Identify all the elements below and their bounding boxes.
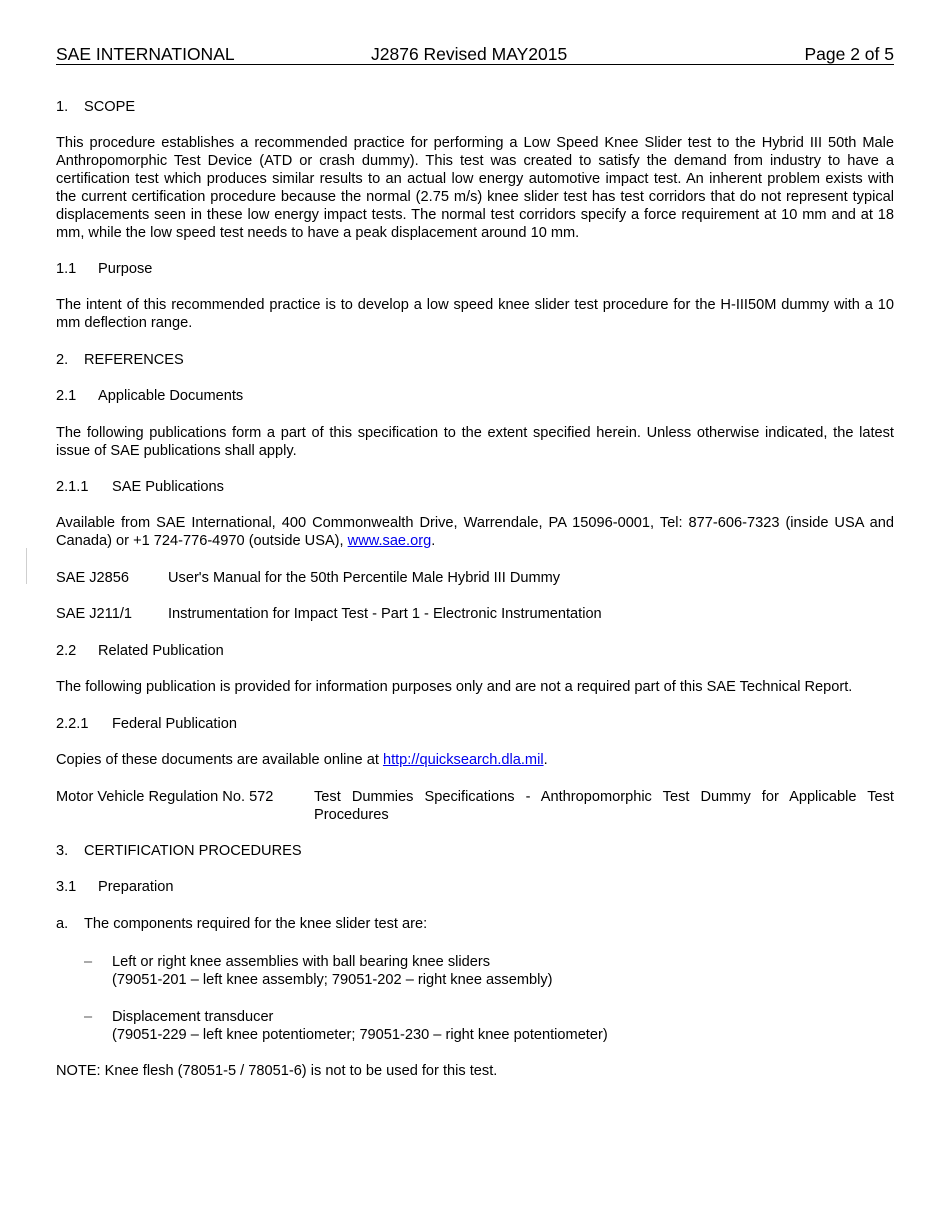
page-header: [56, 44, 894, 65]
dash-bullet-icon: –: [84, 954, 93, 970]
sae-availability-paragraph: Available from SAE International, 400 Commonwealth Drive, Warrendale, PA 15096-0001, Tel: 877-606-7323 (inside USA and Canada) or +1 724-776-4970 (outside USA), www.sae.org.: [56, 515, 894, 549]
header-organization: SAE INTERNATIONAL: [56, 44, 235, 64]
component-bullet: – Displacement transducer (79051-229 – left knee potentiometer; 79051-230 – right knee potentiometer): [84, 1009, 608, 1043]
section-heading-applicable-documents: 2.1 Applicable Documents: [56, 388, 244, 404]
related-publication-paragraph: The following publication is provided for information purposes only and are not a required part of this SAE Technical Report.: [56, 679, 853, 695]
regulation-code: Motor Vehicle Regulation No. 572: [56, 789, 274, 805]
section-heading-sae-publications: 2.1.1 SAE Publications: [56, 479, 224, 495]
reference-code: SAE J211/1: [56, 606, 132, 622]
regulation-title: Test Dummies Specifications - Anthropomorphic Test Dummy for Applicable Test Procedures: [314, 789, 894, 823]
list-item-a: a. The components required for the knee slider test are:: [56, 916, 428, 932]
purpose-paragraph: The intent of this recommended practice is to develop a low speed knee slider test procedure for the H-III50M dummy with a 10 mm deflection range.: [56, 297, 894, 331]
federal-availability-paragraph: Copies of these documents are available online at http://quicksearch.dla.mil.: [56, 752, 548, 768]
header-page-number: Page 2 of 5: [804, 44, 894, 64]
note-paragraph: NOTE: Knee flesh (78051-5 / 78051-6) is not to be used for this test.: [56, 1063, 498, 1079]
applicable-documents-paragraph: The following publications form a part of this specification to the extent specified herein. Unless otherwise indicated, the latest issue of SAE publications shall apply.: [56, 425, 894, 459]
reference-title: User's Manual for the 50th Percentile Male Hybrid III Dummy: [168, 570, 561, 586]
header-document-id: J2876 Revised MAY2015: [371, 44, 568, 64]
section-heading-certification-procedures: 3. CERTIFICATION PROCEDURES: [56, 843, 302, 859]
component-bullet: – Left or right knee assemblies with ball bearing knee sliders (79051-201 – left knee assembly; 79051-202 – right knee assembly): [84, 954, 553, 988]
section-heading-purpose: 1.1 Purpose: [56, 261, 153, 277]
regulation-entry: [56, 788, 894, 824]
section-heading-preparation: 3.1 Preparation: [56, 879, 174, 895]
reference-code: SAE J2856: [56, 570, 130, 586]
sae-website-link[interactable]: www.sae.org: [347, 533, 432, 549]
dash-bullet-icon: –: [84, 1009, 93, 1025]
section-heading-references: 2. REFERENCES: [56, 352, 184, 368]
section-heading-federal-publication: 2.2.1 Federal Publication: [56, 716, 237, 732]
quicksearch-link[interactable]: http://quicksearch.dla.mil: [382, 752, 544, 768]
revision-change-bar: [26, 548, 27, 584]
reference-entry: [56, 605, 894, 623]
reference-entry: [56, 569, 894, 587]
section-heading-related-publication: 2.2 Related Publication: [56, 643, 224, 659]
section-heading-scope: 1. SCOPE: [56, 99, 136, 115]
reference-title: Instrumentation for Impact Test - Part 1 - Electronic Instrumentation: [168, 606, 602, 622]
scope-paragraph: This procedure establishes a recommended practice for performing a Low Speed Knee Slider test to the Hybrid III 50th Male Anthropomorphic Test Device (ATD or crash dummy). This test was created to satisfy the demand from industry to have a certification test which produces similar results to an actual low energy automotive impact test. An inherent problem exists with the current certification procedure because the normal (2.75 m/s) knee slider test has test corridors that do not represent typical displacements seen in these low energy impact tests. The normal test corridors specify a force requirement at 10 mm and at 18 mm, while the low speed test needs to have a peak displacement around 10 mm.: [56, 135, 894, 241]
